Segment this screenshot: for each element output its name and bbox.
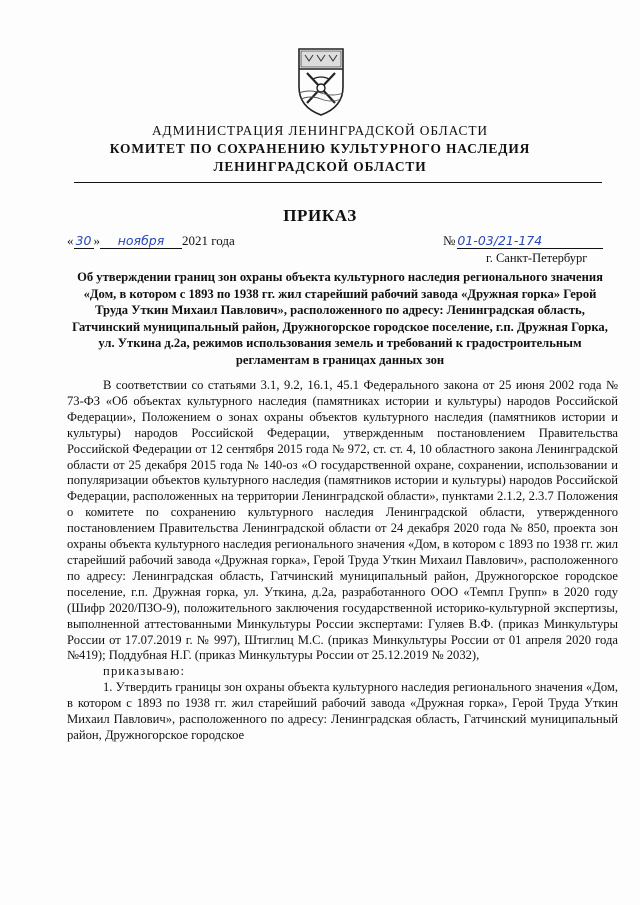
committee-region: ЛЕНИНГРАДСКОЙ ОБЛАСТИ xyxy=(213,159,427,174)
date-month: ноября xyxy=(100,233,182,249)
order-heading: Об утверждении границ зон охраны объекта культурного наследия регионального значения «Дом, в котором с 1893 по 1938 гг. жил старейший рабочий завода «Дружная горка» Герой Труда Уткин Михаил Павлович», расположенного по адресу: Ленинградская область, Гатчинский муниципальный район, Дружногорское городское поселение, г.п. Дружная Горка, ул. Уткина д.2а, режимов использования земель и требований к градостроительным регламентам в границах данных зон xyxy=(72,270,608,367)
order-date xyxy=(67,233,235,249)
date-day: 30 xyxy=(74,233,94,249)
order-city: г. Санкт-Петербург xyxy=(486,251,588,265)
preamble-paragraph: В соответствии со статьями 3.1, 9.2, 16.1, 45.1 Федерального закона от 25 июня 2002 года № 73-ФЗ «Об объектах культурного наследия (памятниках истории и культуры) народов Российской Федерации», Положением о зонах охраны объектов культурного наследия (памятников истории и культуры) народов Российской Федерации, утвержденным постановлением Правительства Российской Федерации от 12 сентября 2015 года № 972, ст. ст. 4, 10 областного закона Ленинградской области от 25 декабря 2015 года № 140-оз «О государственной охране, сохранении, использовании и популяризации объектов культурного наследия (памятников истории и культуры) народов Российской Федерации, расположенных на территории Ленинградской области», пунктами 2.1.2, 2.3.7 Положения о комитете по сохранению культурного наследия Ленинградской области, утвержденного постановлением Правительства Ленинградской области от 24 декабря 2020 года № 850, проекта зон охраны объекта культурного наследия регионального значения «Дом, в котором с 1893 по 1938 гг. жил старейший рабочий завода «Дружная горка», Герой Труда Уткин Михаил Павлович», расположенного по адресу: Ленинградская область, Гатчинский муниципальный район, Дружногорское городское поселение, г.п. Дружная горка, ул. Уткина, д.2а, разработанного ООО «Темпл Групп» в 2020 году (Шифр 2020/ПЗО-9), положительного заключения государственной историко-культурной экспертизы, выполненной аттестованными Минкультуры России экспертами: Гуляев В.Ф. (приказ Минкультуры России от 17.07.2019 г. № 997), Штиглиц М.С. (приказ Минкультуры России от 01 апреля 2020 года №419); Поддубная Н.Г. (приказ Минкультуры России от 25.12.2019 № 2032), xyxy=(67,378,618,663)
committee-name: КОМИТЕТ ПО СОХРАНЕНИЮ КУЛЬТУРНОГО НАСЛЕДИЯ xyxy=(109,141,531,156)
administration-name: АДМИНИСТРАЦИЯ ЛЕНИНГРАДСКОЙ ОБЛАСТИ xyxy=(151,123,489,138)
document-title: ПРИКАЗ xyxy=(283,206,357,225)
coat-of-arms-emblem xyxy=(293,45,349,117)
number-value: 01-03/21-174 xyxy=(457,233,603,249)
order-number xyxy=(443,233,603,249)
date-quote-open: « xyxy=(67,233,74,248)
number-sign: № xyxy=(443,233,456,248)
order-item-1: 1. Утвердить границы зон охраны объекта культурного наследия регионального значения «Дом, в котором с 1893 по 1938 гг. жил старейший рабочий завода «Дружная горка», Герой Труда Уткин Михаил Павлович», расположенного по адресу: Ленинградская область, Гатчинский муниципальный район, Дружногорское городское xyxy=(67,680,618,742)
header-divider xyxy=(74,182,602,183)
order-directive: приказываю: xyxy=(103,664,186,679)
order-body xyxy=(67,378,618,744)
date-year: 2021 года xyxy=(182,233,235,248)
date-quote-close: » xyxy=(93,233,100,248)
